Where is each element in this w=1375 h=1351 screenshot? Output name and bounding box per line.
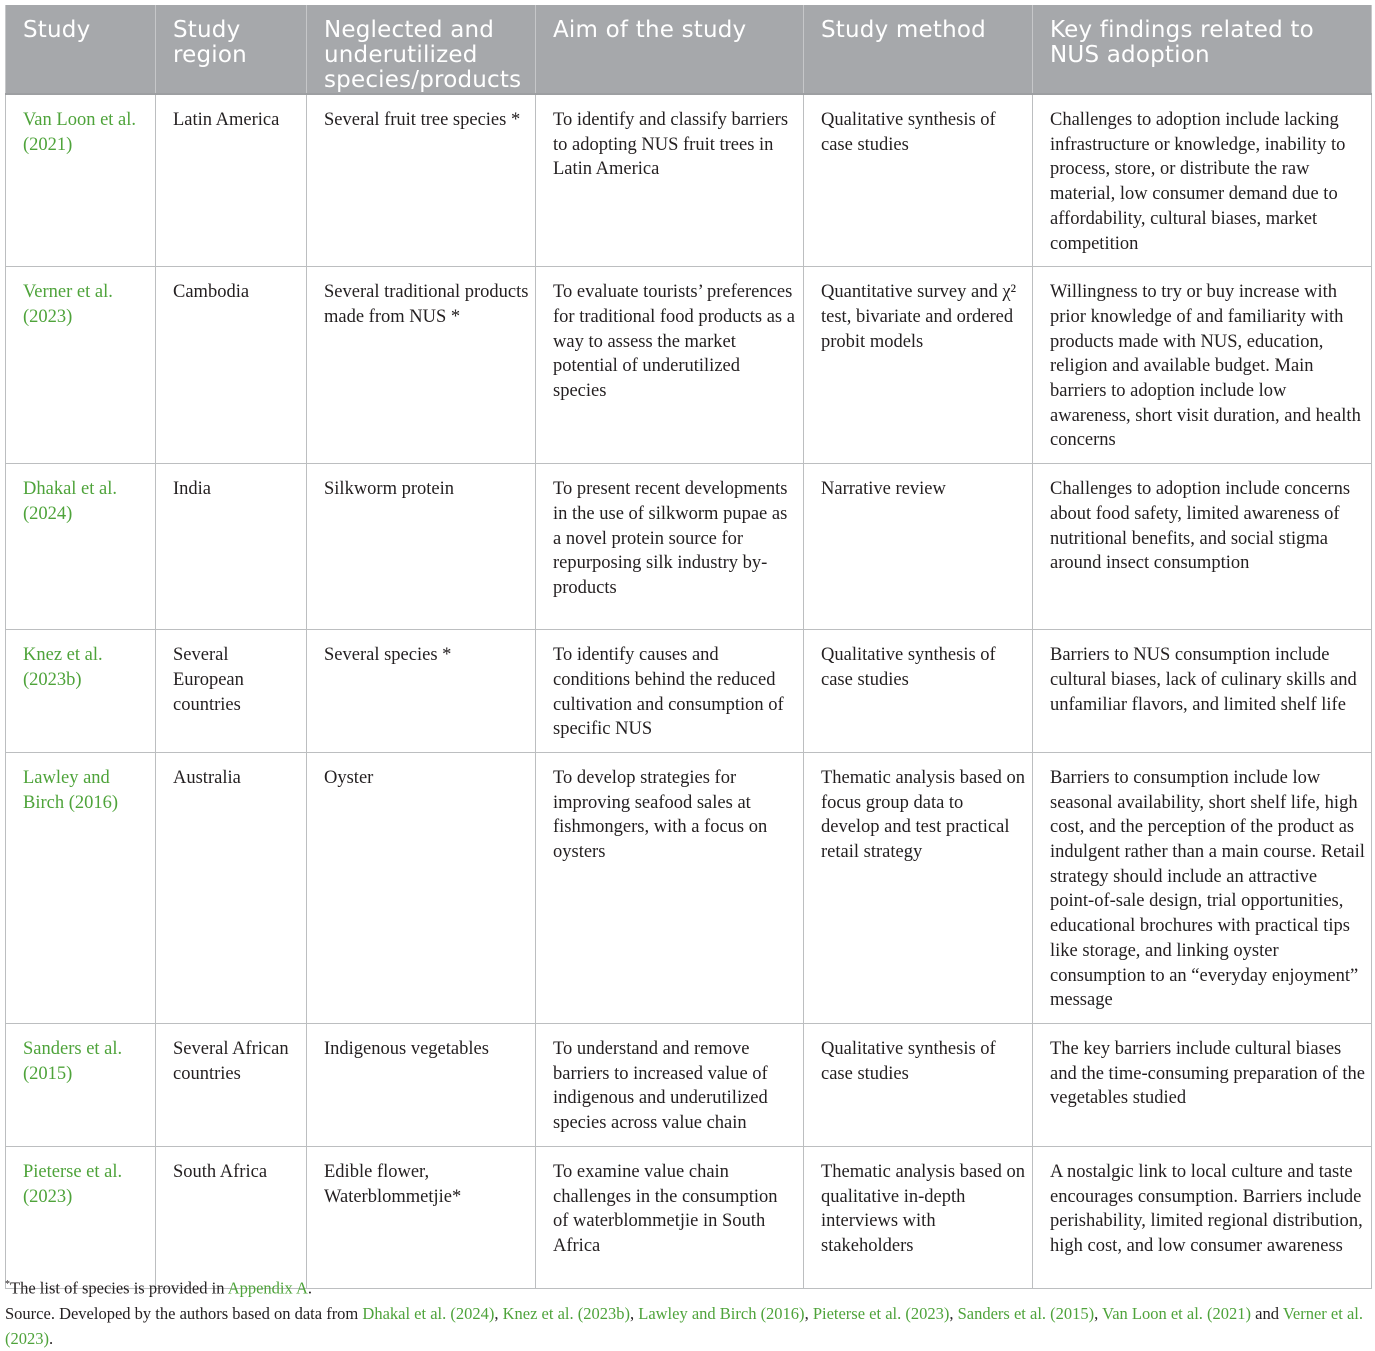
footnote: *The list of species is provided in Appendix A. xyxy=(5,1278,313,1298)
study-citation-link[interactable]: Van Loon et al. (2021) xyxy=(6,94,156,267)
table-row xyxy=(6,630,1372,753)
source-ref-link[interactable]: Van Loon et al. (2021) xyxy=(1102,1303,1252,1323)
aim-cell: To examine value chain challenges in the consumption of waterblommetjie in South Africa xyxy=(536,1146,804,1288)
study-citation-link[interactable]: Verner et al. (2023) xyxy=(6,267,156,464)
region-cell: India xyxy=(156,464,307,630)
region-cell: Latin America xyxy=(156,94,307,267)
study-table xyxy=(5,5,1372,1289)
species-cell: Edible flower, Waterblommetjie* xyxy=(307,1146,536,1288)
footnote-marker: * xyxy=(5,1279,10,1290)
header-study: Study xyxy=(6,5,156,94)
table-row xyxy=(6,267,1372,464)
region-cell: Australia xyxy=(156,752,307,1023)
species-cell: Indigenous vegetables xyxy=(307,1023,536,1146)
source-note: Source. Developed by the authors based on data from Dhakal et al. (2024), Knez et al. (2023b), Lawley and Birch (2016), Pieterse et al. (2023), Sanders et al. (2015), Van Loon et al. (2021) and Verner et al. (2023). xyxy=(5,1303,1363,1348)
study-citation-link[interactable]: Dhakal et al. (2024) xyxy=(6,464,156,630)
findings-cell: Challenges to adoption include lacking infrastructure or knowledge, inability to process, store, or distribute the raw material, low consumer demand due to affordability, cultural biases, market competition xyxy=(1033,94,1372,267)
study-citation-link[interactable]: Pieterse et al. (2023) xyxy=(6,1146,156,1288)
header-findings: Key findings related to NUS adoption xyxy=(1033,5,1372,94)
aim-cell: To evaluate tourists’ preferences for traditional food products as a way to assess the market potential of underutilized species xyxy=(536,267,804,464)
species-cell: Several traditional products made from NUS * xyxy=(307,267,536,464)
table-row xyxy=(6,1023,1372,1146)
region-cell: Cambodia xyxy=(156,267,307,464)
table-row xyxy=(6,464,1372,630)
aim-cell: To understand and remove barriers to increased value of indigenous and underutilized species across value chain xyxy=(536,1023,804,1146)
findings-cell: The key barriers include cultural biases and the time-consuming preparation of the vegetables studied xyxy=(1033,1023,1372,1146)
table-row xyxy=(6,1146,1372,1288)
source-ref-link[interactable]: Sanders et al. (2015) xyxy=(957,1303,1095,1323)
findings-cell: A nostalgic link to local culture and taste encourages consumption. Barriers include perishability, limited regional distribution, high cost, and low consumer awareness xyxy=(1033,1146,1372,1288)
table-row xyxy=(6,752,1372,1023)
findings-cell: Challenges to adoption include concerns about food safety, limited awareness of nutritional benefits, and social stigma around insect consumption xyxy=(1033,464,1372,630)
table-header-row xyxy=(6,5,1372,94)
method-cell: Quantitative survey and χ² test, bivariate and ordered probit models xyxy=(804,267,1033,464)
findings-cell: Willingness to try or buy increase with prior knowledge of and familiarity with products made with NUS, education, religion and available budget. Main barriers to adoption include low awareness, short visit duration, and health concerns xyxy=(1033,267,1372,464)
study-citation-link[interactable]: Sanders et al. (2015) xyxy=(6,1023,156,1146)
method-cell: Thematic analysis based on focus group data to develop and test practical retail strategy xyxy=(804,752,1033,1023)
aim-cell: To identify causes and conditions behind the reduced cultivation and consumption of specific NUS xyxy=(536,630,804,753)
species-cell: Several species * xyxy=(307,630,536,753)
species-cell: Silkworm protein xyxy=(307,464,536,630)
source-ref-link[interactable]: Dhakal et al. (2024) xyxy=(362,1303,495,1323)
study-citation-link[interactable]: Lawley and Birch (2016) xyxy=(6,752,156,1023)
table-notes xyxy=(5,1272,1371,1351)
findings-cell: Barriers to NUS consumption include cultural biases, lack of culinary skills and unfamiliar flavors, and limited shelf life xyxy=(1033,630,1372,753)
table-row xyxy=(6,94,1372,267)
method-cell: Qualitative synthesis of case studies xyxy=(804,630,1033,753)
header-method: Study method xyxy=(804,5,1033,94)
footnote-text: The list of species is provided in xyxy=(10,1278,228,1298)
source-ref-link[interactable]: Knez et al. (2023b) xyxy=(502,1303,630,1323)
header-aim: Aim of the study xyxy=(536,5,804,94)
species-cell: Several fruit tree species * xyxy=(307,94,536,267)
species-cell: Oyster xyxy=(307,752,536,1023)
aim-cell: To present recent developments in the use of silkworm pupae as a novel protein source for repurposing silk industry by-products xyxy=(536,464,804,630)
source-prefix: Source. Developed by the authors based on data from xyxy=(5,1303,363,1323)
source-ref-link[interactable]: Verner et al. (2023) xyxy=(5,1303,1363,1348)
region-cell: Several African countries xyxy=(156,1023,307,1146)
source-ref-link[interactable]: Pieterse et al. (2023) xyxy=(812,1303,950,1323)
method-cell: Qualitative synthesis of case studies xyxy=(804,1023,1033,1146)
method-cell: Qualitative synthesis of case studies xyxy=(804,94,1033,267)
region-cell: Several European countries xyxy=(156,630,307,753)
method-cell: Narrative review xyxy=(804,464,1033,630)
findings-cell: Barriers to consumption include low seasonal availability, short shelf life, high cost, and the perception of the product as indulgent rather than a main course. Retail strategy should include an attractive point-of-sale design, trial opportunities, educational brochures with practical tips like storage, and linking oyster consumption to an “everyday enjoyment” message xyxy=(1033,752,1372,1023)
study-citation-link[interactable]: Knez et al. (2023b) xyxy=(6,630,156,753)
header-region: Study region xyxy=(156,5,307,94)
method-cell: Thematic analysis based on qualitative in-depth interviews with stakeholders xyxy=(804,1146,1033,1288)
aim-cell: To identify and classify barriers to adopting NUS fruit trees in Latin America xyxy=(536,94,804,267)
appendix-link[interactable]: Appendix A xyxy=(227,1278,308,1298)
header-species: Neglected and underutilized species/products xyxy=(307,5,536,94)
aim-cell: To develop strategies for improving seafood sales at fishmongers, with a focus on oysters xyxy=(536,752,804,1023)
source-ref-link[interactable]: Lawley and Birch (2016) xyxy=(638,1303,805,1323)
region-cell: South Africa xyxy=(156,1146,307,1288)
